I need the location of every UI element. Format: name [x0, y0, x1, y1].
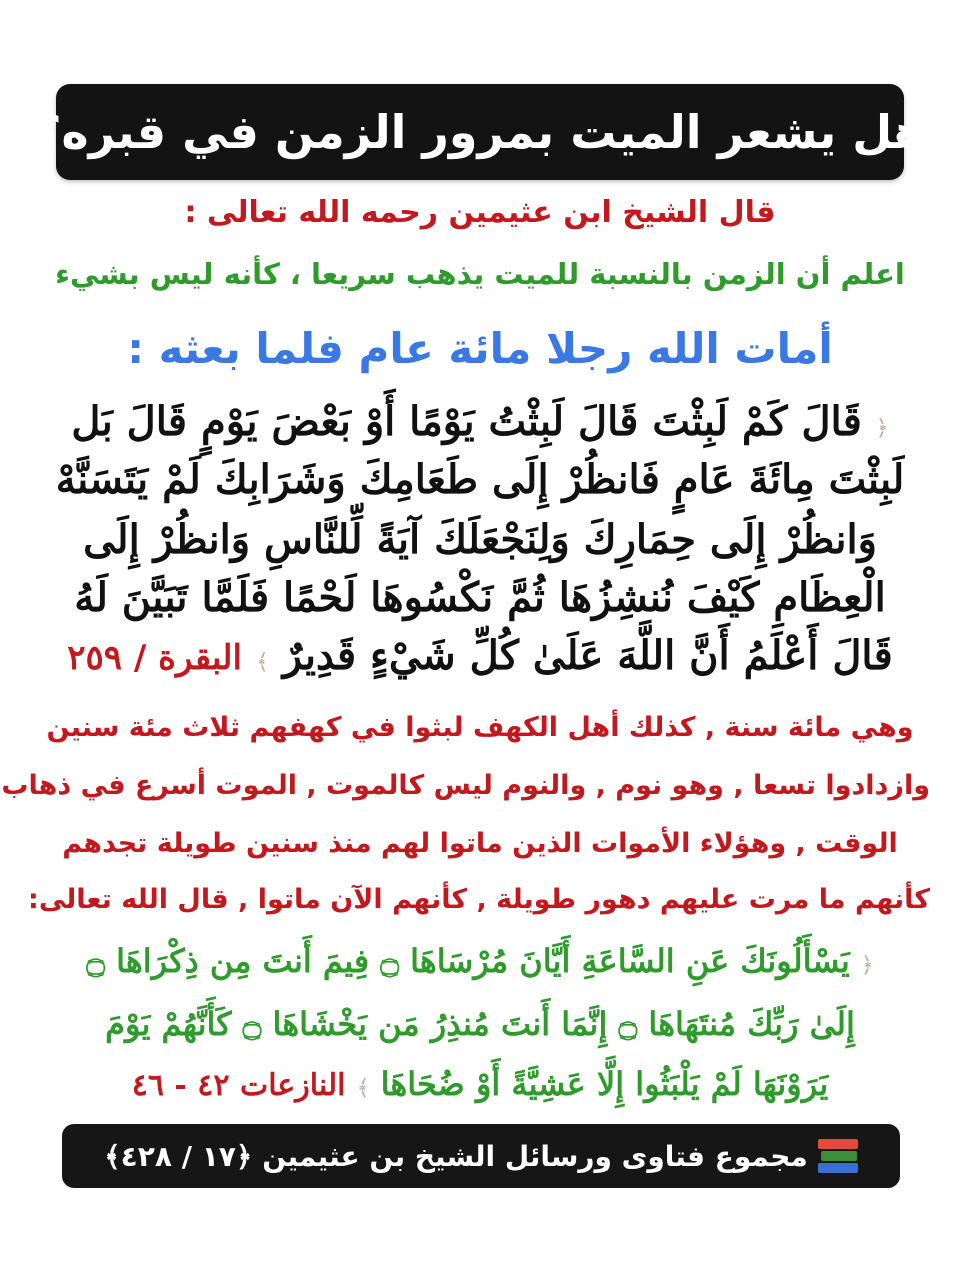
source-title: مجموع فتاوى ورسائل الشيخ بن عثيمين — [262, 1139, 808, 1173]
title-banner — [34, 84, 926, 180]
verse-line-1 — [30, 398, 930, 445]
explanation-line-4: كأنهم ما مرت عليهم دهور طويلة , كأنهم الآن ماتوا , قال الله تعالى: — [28, 884, 930, 915]
page-title: هل يشعر الميت بمرور الزمن في قبره؟ — [34, 105, 926, 159]
second-verse-close-bracket: ﴾ — [356, 1076, 370, 1101]
verse-line-5-text: قَالَ أَعْلَمُ أَنَّ اللَّهَ عَلَىٰ كُلِّ شَيْءٍ قَدِيرٌ — [282, 632, 893, 679]
second-verse-open-bracket: ﴿ — [860, 953, 874, 978]
verse-line-2: لَبِثْتَ مِائَةَ عَامٍ فَانظُرْ إِلَى طَعَامِكَ وَشَرَابِكَ لَمْ يَتَسَنَّهْ — [55, 456, 905, 503]
explanation-line-2: وازدادوا تسعا , وهو نوم , والنوم ليس كالموت , الموت أسرع في ذهاب — [1, 770, 930, 801]
verse-open-bracket: ﴿ — [875, 416, 889, 441]
statement-line: اعلم أن الزمن بالنسبة للميت يذهب سريعا ، كأنه ليس بشيء — [55, 257, 905, 291]
second-verse-reference: النازعات ٤٢ - ٤٦ — [131, 1068, 346, 1103]
books-icon — [818, 1139, 858, 1173]
source-reference: ﴿١٧ / ٤٢٨﴾ — [104, 1139, 253, 1173]
second-verse-line-2: إِلَىٰ رَبِّكَ مُنتَهَاهَا ۝ إِنَّمَا أَنتَ مُنذِرُ مَن يَخْشَاهَا ۝ كَأَنَّهُمْ يَوْمَ — [105, 1005, 855, 1043]
intro-line: قال الشيخ ابن عثيمين رحمه الله تعالى : — [184, 195, 776, 230]
second-verse-line-3 — [30, 1065, 930, 1103]
verse-line-1-text: قَالَ كَمْ لَبِثْتَ قَالَ لَبِثْتُ يَوْمًا أَوْ بَعْضَ يَوْمٍ قَالَ بَل — [71, 398, 862, 445]
second-verse-line-1 — [30, 942, 930, 980]
verse-line-3: وَانظُرْ إِلَى حِمَارِكَ وَلِنَجْعَلَكَ آيَةً لِّلنَّاسِ وَانظُرْ إِلَى — [83, 516, 877, 563]
source-banner — [62, 1124, 900, 1188]
verse-line-4: الْعِظَامِ كَيْفَ نُنشِزُهَا ثُمَّ نَكْسُوهَا لَحْمًا فَلَمَّا تَبَيَّنَ لَهُ — [74, 574, 886, 621]
second-verse-line-3-text: يَرَوْنَهَا لَمْ يَلْبَثُوا إِلَّا عَشِيَّةً أَوْ ضُحَاهَا — [380, 1065, 829, 1103]
explanation-line-1: وهي مائة سنة , كذلك أهل الكهف لبثوا في كهفهم ثلاث مئة سنين — [46, 712, 914, 743]
verse-line-5 — [30, 632, 930, 679]
verse-close-bracket: ﴾ — [255, 650, 269, 675]
verse-reference: البقرة / ٢٥٩ — [67, 638, 242, 678]
highlight-line: أمات الله رجلا مائة عام فلما بعثه : — [127, 324, 833, 373]
explanation-line-3: الوقت , وهؤلاء الأموات الذين ماتوا لهم منذ سنين طويلة تجدهم — [62, 828, 898, 859]
second-verse-line-1-text: يَسْأَلُونَكَ عَنِ السَّاعَةِ أَيَّانَ مُرْسَاهَا ۝ فِيمَ أَنتَ مِن ذِكْرَاهَا ۝ — [86, 942, 850, 980]
